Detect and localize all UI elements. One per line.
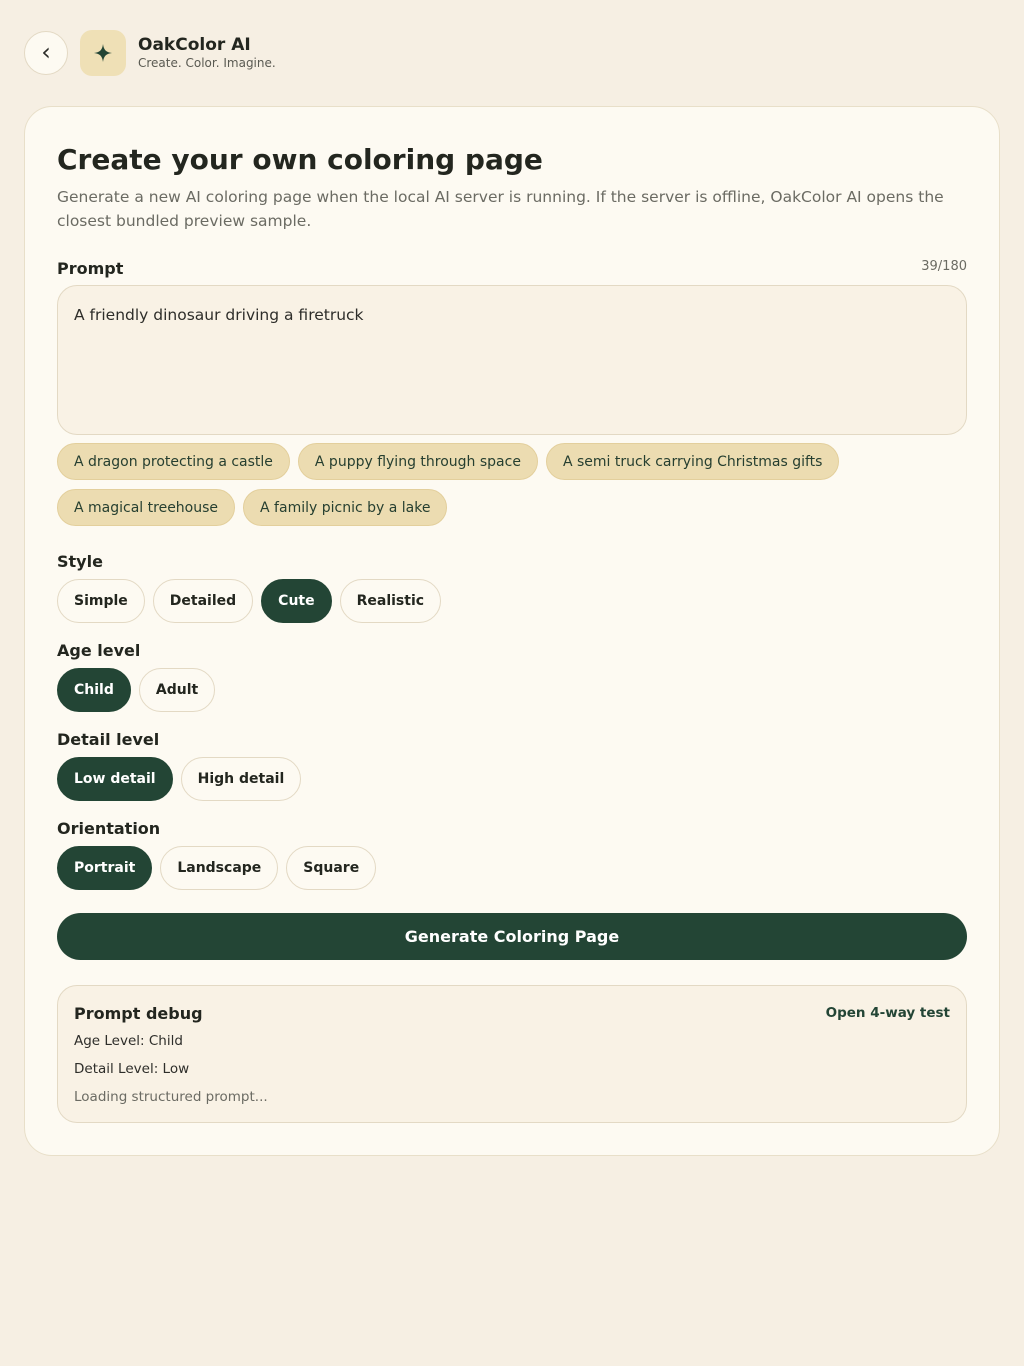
- age-option-child[interactable]: Child: [57, 668, 131, 712]
- age-option-adult[interactable]: Adult: [139, 668, 215, 712]
- detail-option-low[interactable]: Low detail: [57, 757, 173, 801]
- prompt-suggestions: [57, 443, 969, 526]
- prompt-debug-panel: [57, 985, 967, 1123]
- chevron-left-icon: ‹: [41, 38, 51, 66]
- style-option-realistic[interactable]: Realistic: [340, 579, 441, 623]
- suggestion-chip[interactable]: A dragon protecting a castle: [57, 443, 290, 480]
- app-logo: [80, 30, 126, 76]
- style-option-detailed[interactable]: Detailed: [153, 579, 253, 623]
- style-label: Style: [57, 552, 103, 571]
- create-card: [24, 106, 1000, 1156]
- orientation-option-landscape[interactable]: Landscape: [160, 846, 278, 890]
- page-subtitle: Generate a new AI coloring page when the local AI server is running. If the server is offline, OakColor AI opens the closest bundled preview sample.: [57, 188, 944, 230]
- sparkle-icon: [93, 43, 113, 63]
- detail-level-label: Detail level: [57, 730, 160, 749]
- debug-age-level: Age Level: Child: [74, 1033, 183, 1049]
- orientation-label: Orientation: [57, 819, 161, 838]
- suggestion-chip[interactable]: A semi truck carrying Christmas gifts: [546, 443, 840, 480]
- back-button[interactable]: [24, 31, 68, 75]
- app-name: OakColor AI: [138, 35, 251, 55]
- app-tagline: Create. Color. Imagine.: [138, 56, 276, 70]
- debug-detail-level: Detail Level: Low: [74, 1061, 190, 1077]
- debug-status: Loading structured prompt...: [74, 1089, 268, 1105]
- suggestion-chip[interactable]: A puppy flying through space: [298, 443, 538, 480]
- prompt-label: Prompt: [57, 259, 124, 278]
- prompt-char-counter: 39/180: [921, 259, 967, 274]
- detail-level-options: [57, 757, 301, 801]
- style-options: [57, 579, 441, 623]
- orientation-option-portrait[interactable]: Portrait: [57, 846, 152, 890]
- style-option-simple[interactable]: Simple: [57, 579, 145, 623]
- generate-button[interactable]: Generate Coloring Page: [57, 913, 967, 960]
- open-4way-test-link[interactable]: Open 4-way test: [825, 1005, 950, 1021]
- age-level-options: [57, 668, 215, 712]
- page-title: Create your own coloring page: [57, 143, 543, 176]
- detail-option-high[interactable]: High detail: [181, 757, 302, 801]
- age-level-label: Age level: [57, 641, 141, 660]
- orientation-option-square[interactable]: Square: [286, 846, 376, 890]
- app-header: [24, 30, 276, 76]
- debug-title: Prompt debug: [74, 1004, 203, 1023]
- suggestion-chip[interactable]: A magical treehouse: [57, 489, 235, 526]
- prompt-input[interactable]: A friendly dinosaur driving a firetruck: [57, 285, 967, 435]
- style-option-cute[interactable]: Cute: [261, 579, 331, 623]
- brand-block: [138, 35, 276, 71]
- orientation-options: [57, 846, 376, 890]
- suggestion-chip[interactable]: A family picnic by a lake: [243, 489, 447, 526]
